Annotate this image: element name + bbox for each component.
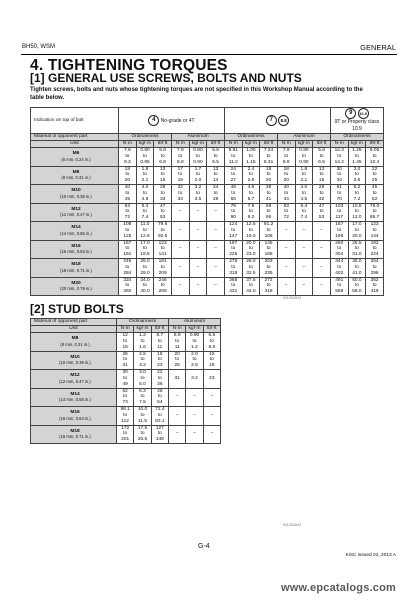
torque-value-cell: 192 to 224 <box>366 240 384 259</box>
torque-table-stud <box>30 318 221 444</box>
torque-value-cell: 25 to 31 <box>117 351 134 370</box>
g9-ordinariness-header: Ordinariness <box>330 134 383 141</box>
torque-value-cell: 18 to 23 <box>151 351 168 370</box>
torque-value-cell: 98.1 to 112 <box>117 407 134 426</box>
torque-value-cell: 30 to 34 <box>330 166 348 185</box>
bolt-size: M6 <box>72 151 80 157</box>
torque-value-cell: 31 <box>169 370 186 389</box>
torque-value-cell: 3.2 <box>186 370 203 389</box>
torque-value-cell: – <box>203 388 220 407</box>
torque-value-cell: 10.0 to 11.5 <box>134 407 151 426</box>
bolt-dimension: (6 mm, 0.24 in.) <box>61 156 91 162</box>
torque-value-cell: 37.5 to 44.0 <box>242 277 260 296</box>
grade-9-text: 9T or Property class 10.9 <box>334 119 380 132</box>
torque-value-cell: 127 to 148 <box>151 425 168 444</box>
bolt-size-cell <box>31 425 117 444</box>
bolt-dimension: (18 mm, 0.71 in.) <box>59 434 91 440</box>
torque-value-cell: 13 to 15 <box>313 166 331 185</box>
torque-value-cell: 334 to 392 <box>119 277 137 296</box>
bolt-dimension: (14 mm, 0.55 in.) <box>60 230 92 236</box>
torque-value-cell: 1.8 to 2.1 <box>295 166 313 185</box>
table-row <box>31 370 221 389</box>
unit-header-cell: N·m <box>171 141 189 148</box>
bolt-dimension: (14 mm, 0.55 in.) <box>59 397 91 403</box>
torque-value-cell: 32 to 34 <box>171 185 189 204</box>
torque-value-cell: 28.0 to 32.5 <box>242 259 260 278</box>
bolt-size: M10 <box>70 354 80 360</box>
bolt-size-cell <box>31 370 117 389</box>
bolt-size-cell <box>31 407 117 426</box>
unit-header-cell: kgf·m <box>295 141 313 148</box>
torque-value-cell: 344 to 402 <box>330 259 348 278</box>
torque-value-cell: – <box>277 240 295 259</box>
torque-value-cell: 78 to 90 <box>224 203 242 222</box>
bolt-dimension: (16 mm, 0.63 in.) <box>60 249 92 255</box>
torque-value-cell: 63 to 72 <box>119 203 137 222</box>
bolt-dimension: (18 mm, 0.71 in.) <box>60 267 92 273</box>
torque-value-cell: 1.25 to 1.45 <box>348 148 366 167</box>
table-row <box>31 388 221 407</box>
torque-value-cell: 18 to 20 <box>277 166 295 185</box>
figure-code-2: W1034542 <box>283 523 302 527</box>
page-number: G-4 <box>198 543 210 550</box>
bolt-size: M8 <box>72 169 80 175</box>
torque-value-cell: – <box>186 388 203 407</box>
torque-value-cell: 47 to 53 <box>154 203 172 222</box>
torque-value-cell: 26.5 to 31.0 <box>348 240 366 259</box>
bolt-size: M18 <box>71 262 81 268</box>
torque-value-cell: 6.2 to 7.2 <box>348 185 366 204</box>
g4-ordinariness-header: Ordinariness <box>119 134 172 141</box>
torque-value-cell: 362 to 419 <box>366 277 384 296</box>
table-row <box>31 351 221 370</box>
torque-value-cell: – <box>169 388 186 407</box>
indication-grade-9 <box>330 108 383 134</box>
torque-value-cell: 46 to 54 <box>151 388 168 407</box>
unit-header-cell: N·m <box>330 141 348 148</box>
torque-value-cell: 22 to 36 <box>151 370 168 389</box>
bolt-size-cell <box>31 333 117 352</box>
unit-header-cell: N·m <box>224 141 242 148</box>
header-model: BH50, WSM <box>22 44 56 50</box>
torque-value-cell: 181 to 209 <box>154 259 172 278</box>
bolt-dimension: (8 mm, 0.31 in.) <box>61 175 91 181</box>
torque-value-cell: 7.9 to 9.3 <box>119 148 137 167</box>
g7-ordinariness-header: Ordinariness <box>224 134 277 141</box>
bolt-size: M14 <box>70 391 80 397</box>
torque-value-cell: 1.8 to 2.1 <box>136 166 154 185</box>
torque-value-cell: 7.24 to 8.31 <box>260 148 278 167</box>
torque-value-cell: 40 to 44 <box>277 185 295 204</box>
torque-value-cell: 2.0 to 2.6 <box>186 351 203 370</box>
torque-value-cell: – <box>189 277 207 296</box>
torque-value-cell: 123 to 144 <box>366 222 384 241</box>
bolt-dimension: (8 mm, 0.31 in.) <box>60 341 90 347</box>
material-label: Material of opponent part <box>31 134 119 141</box>
torque-value-cell: 48 to 55 <box>224 185 242 204</box>
torque-value-cell: – <box>277 259 295 278</box>
bolt-dimension: (12 mm, 0.47 in.) <box>59 378 91 384</box>
torque-value-cell: 1.2 to 1.6 <box>134 333 151 352</box>
unit-header-cell: lbf·ft <box>207 141 225 148</box>
indication-grade-4 <box>119 108 225 134</box>
torque-value-cell: 272 to 318 <box>260 277 278 296</box>
torque-value-cell: 79.6 to 92.5 <box>154 222 172 241</box>
torque-value-cell: – <box>295 277 313 296</box>
table-row <box>31 185 384 204</box>
torque-value-cell: 6.4 to 7.4 <box>295 203 313 222</box>
unit-label: Unit <box>31 141 119 148</box>
grade-88-mark-icon: 8.8 <box>278 115 289 126</box>
header-section: GENERAL <box>360 43 396 52</box>
torque-value-cell: 91.2 to 108 <box>260 222 278 241</box>
figure-code-1: W1034542 <box>283 296 302 300</box>
torque-value-cell: 4.0 to 4.6 <box>136 185 154 204</box>
torque-value-cell: 275 to 318 <box>224 259 242 278</box>
torque-value-cell: 58 to 66 <box>260 203 278 222</box>
unit-header-cell: lbf·ft <box>154 141 172 148</box>
bolt-size-cell <box>31 240 119 259</box>
torque-value-cell: 8.7 to 11 <box>151 333 168 352</box>
torque-value-cell: 167 to 196 <box>330 222 348 241</box>
bolt-size-cell <box>31 388 117 407</box>
torque-value-cell: 13 to 15 <box>154 166 172 185</box>
bolt-dimension: (16 mm, 0.63 in.) <box>59 415 91 421</box>
torque-value-cell: 47 to 53 <box>313 203 331 222</box>
torque-value-cell: 24 to 25 <box>207 185 225 204</box>
torque-value-cell: 30 to 49 <box>117 370 134 389</box>
torque-value-cell: 5.8 to 6.8 <box>154 148 172 167</box>
torque-value-cell: 7.9 to 8.8 <box>277 148 295 167</box>
torque-value-cell: 1.7 to 2.0 <box>189 166 207 185</box>
torque-value-cell: 368 to 431 <box>224 277 242 296</box>
torque-value-cell: – <box>171 240 189 259</box>
table-row <box>31 277 384 296</box>
torque-value-cell: – <box>295 222 313 241</box>
torque-value-cell: 24 to 27 <box>224 166 242 185</box>
torque-value-cell: 6.5 to 8.6 <box>203 333 220 352</box>
torque-value-cell: – <box>313 240 331 259</box>
subsection-title-stud: [2] STUD BOLTS <box>30 302 124 316</box>
torque-value-cell: 5.8 to 6.5 <box>313 148 331 167</box>
unit-header-cell: lbf·ft <box>313 141 331 148</box>
torque-value-cell: 1.00 to 1.15 <box>242 148 260 167</box>
torque-value-cell: 7.9 to 8.8 <box>171 148 189 167</box>
torque-value-cell: – <box>186 407 203 426</box>
bolt-size: M12 <box>71 206 81 212</box>
intro-text: Tighten screws, bolts and nuts whose tightening torques are not specified in this Workshop Manual according to the table below. <box>30 87 363 101</box>
indication-label: Indication on top of bolt <box>31 108 119 134</box>
torque-value-cell: – <box>171 277 189 296</box>
bolt-size-cell <box>31 148 119 167</box>
torque-value-cell: 0.90 to 1.2 <box>186 333 203 352</box>
torque-value-cell: – <box>189 240 207 259</box>
torque-value-cell: – <box>207 203 225 222</box>
unit-header-cell: N·m <box>277 141 295 148</box>
torque-value-cell: 6.3 to 7.5 <box>134 388 151 407</box>
torque-value-cell: 172 to 201 <box>117 425 134 444</box>
torque-value-cell: 167 to 191 <box>119 240 137 259</box>
torque-value-cell: 63 to 72 <box>277 203 295 222</box>
torque-value-cell: 2.5 to 3.2 <box>134 351 151 370</box>
bolt-dimension: (10 mm, 0.39 in.) <box>60 193 92 199</box>
torque-value-cell: 12.6 to 15.0 <box>242 222 260 241</box>
bolt-dimension: (20 mm, 0.79 in.) <box>60 286 92 292</box>
unit-header-cell: kgf·m <box>186 326 203 333</box>
bolt-size: M16 <box>70 410 80 416</box>
torque-value-cell: 35.0 to 41.0 <box>348 259 366 278</box>
torque-value-cell: 0.80 to 0.95 <box>136 148 154 167</box>
torque-value-cell: 3.2 to 3.5 <box>189 185 207 204</box>
table-row <box>31 203 384 222</box>
stud-aluminum-header: Aluminum <box>169 319 221 326</box>
torque-value-cell: 17 to 19 <box>171 166 189 185</box>
table-row <box>31 259 384 278</box>
torque-value-cell: 18 to 20 <box>260 166 278 185</box>
torque-value-cell: 12 to 15 <box>117 333 134 352</box>
torque-value-cell: 491 to 568 <box>330 277 348 296</box>
watermark-url: www.epcatalogs.com <box>280 582 396 594</box>
torque-value-cell: 8.9 to 11 <box>169 333 186 352</box>
torque-value-cell: – <box>169 407 186 426</box>
torque-value-cell: 76.0 to 86.7 <box>366 203 384 222</box>
torque-value-cell: 124 to 147 <box>224 222 242 241</box>
unit-header-cell: lbf·ft <box>151 326 168 333</box>
grade-4-text: No-grade or 4T <box>160 117 195 124</box>
torque-value-cell: 72.4 to 83.1 <box>151 407 168 426</box>
unit-header-cell: kgf·m <box>136 141 154 148</box>
bolt-size: M16 <box>71 243 81 249</box>
torque-value-cell: 61 to 70 <box>330 185 348 204</box>
torque-value-cell: 2.4 to 2.8 <box>242 166 260 185</box>
torque-value-cell: 0.80 to 0.90 <box>295 148 313 167</box>
grade-7-mark-icon: 7 <box>266 115 277 126</box>
torque-value-cell: – <box>169 425 186 444</box>
table-row <box>31 407 221 426</box>
torque-value-cell: 254 to 296 <box>366 259 384 278</box>
stud-material-label: Material of opponent part <box>31 319 117 326</box>
torque-value-cell: 22 to 25 <box>366 166 384 185</box>
unit-header-cell: N·m <box>119 141 137 148</box>
torque-value-cell: 50.0 to 58.0 <box>348 277 366 296</box>
torque-value-cell: 10.5 to 12.0 <box>348 203 366 222</box>
torque-value-cell: – <box>189 222 207 241</box>
torque-table-general <box>30 107 384 296</box>
torque-value-cell: 20 to 25 <box>169 351 186 370</box>
bolt-size-cell <box>31 259 119 278</box>
torque-value-cell: 108 to 125 <box>119 222 137 241</box>
unit-header-cell: kgf·m <box>242 141 260 148</box>
torque-value-cell: 5.8 to 6.5 <box>207 148 225 167</box>
stud-ordinariness-header: Ordinariness <box>117 319 169 326</box>
table-row <box>31 222 384 241</box>
stud-unit-label: Unit <box>31 326 117 333</box>
torque-value-cell: – <box>207 240 225 259</box>
torque-value-cell: 11.0 to 12.8 <box>136 222 154 241</box>
torque-value-cell: 0.80 to 0.90 <box>189 148 207 167</box>
unit-header-cell: N·m <box>117 326 134 333</box>
table-row <box>31 333 221 352</box>
torque-value-cell: 17.0 to 20.0 <box>348 222 366 241</box>
torque-value-cell: 15 to 18 <box>203 351 220 370</box>
torque-value-cell: 246 to 289 <box>154 277 172 296</box>
unit-header-cell: kgf·m <box>189 141 207 148</box>
torque-value-cell: 20.0 to 23.0 <box>242 240 260 259</box>
subsection-title-general: [1] GENERAL USE SCREWS, BOLTS AND NUTS <box>30 71 302 85</box>
torque-value-cell: – <box>189 259 207 278</box>
bolt-size: M18 <box>70 428 80 434</box>
bolt-size-cell <box>31 203 119 222</box>
torque-value-cell: – <box>207 277 225 296</box>
torque-value-cell: – <box>295 259 313 278</box>
table-row <box>31 240 384 259</box>
torque-value-cell: – <box>186 425 203 444</box>
torque-value-cell: 7.9 to 9.2 <box>242 203 260 222</box>
torque-value-cell: 29 to 32 <box>313 185 331 204</box>
table-row <box>31 166 384 185</box>
torque-value-cell: 36 to 41 <box>260 185 278 204</box>
torque-value-cell: – <box>189 203 207 222</box>
torque-value-cell: – <box>171 203 189 222</box>
torque-value-cell: – <box>171 259 189 278</box>
torque-value-cell: 4.9 to 5.7 <box>242 185 260 204</box>
unit-header-cell: kgf·m <box>348 141 366 148</box>
torque-value-cell: 197 to 225 <box>224 240 242 259</box>
torque-value-cell: 17.0 to 19.5 <box>136 240 154 259</box>
torque-value-cell: – <box>207 259 225 278</box>
bolt-size-cell <box>31 166 119 185</box>
bolt-size: M20 <box>71 280 81 286</box>
g7-aluminum-header: Aluminum <box>277 134 330 141</box>
torque-value-cell: 13 to 14 <box>207 166 225 185</box>
unit-header-cell: lbf·ft <box>203 326 220 333</box>
torque-value-cell: 9.05 to 10.4 <box>366 148 384 167</box>
issue-note: KiSC issued 02, 2013 A <box>345 553 396 558</box>
torque-value-cell: – <box>313 222 331 241</box>
bolt-size-cell <box>31 351 117 370</box>
bolt-size: M10 <box>71 188 81 194</box>
unit-header-cell: lbf·ft <box>366 141 384 148</box>
bolt-size-cell <box>31 222 119 241</box>
indication-grade-7 <box>224 108 330 134</box>
unit-header-cell: kgf·m <box>134 326 151 333</box>
bolt-size: M8 <box>71 336 79 342</box>
torque-value-cell: 145 to 166 <box>260 240 278 259</box>
torque-value-cell: 6.4 to 7.4 <box>136 203 154 222</box>
bolt-size-cell <box>31 185 119 204</box>
table-row <box>31 148 384 167</box>
torque-value-cell: 9.81 to 11.2 <box>224 148 242 167</box>
torque-value-cell: – <box>203 425 220 444</box>
unit-header-cell: lbf·ft <box>260 141 278 148</box>
torque-value-cell: – <box>171 222 189 241</box>
torque-value-cell: 260 to 304 <box>330 240 348 259</box>
torque-value-cell: 34.0 to 40.0 <box>136 277 154 296</box>
table-row <box>31 425 221 444</box>
section-title: 4. TIGHTENING TORQUES <box>30 57 228 74</box>
bolt-dimension: (10 mm, 0.39 in.) <box>59 360 91 366</box>
torque-value-cell: 62 to 73 <box>117 388 134 407</box>
torque-value-cell: 203 to 235 <box>260 259 278 278</box>
torque-value-cell: 40 to 45 <box>119 185 137 204</box>
torque-value-cell: 3.0 to 3.5 <box>348 166 366 185</box>
bolt-size: M12 <box>70 373 80 379</box>
header-rule <box>21 54 397 55</box>
unit-header-cell: N·m <box>169 326 186 333</box>
torque-value-cell: 17.5 to 20.5 <box>134 425 151 444</box>
grade-109-mark-icon: 10.9 <box>358 108 369 119</box>
torque-value-cell: 12.3 to 14.2 <box>330 148 348 167</box>
torque-value-cell: 103 to 117 <box>330 203 348 222</box>
torque-value-cell: – <box>313 259 331 278</box>
torque-value-cell: – <box>277 222 295 241</box>
torque-value-cell: – <box>207 222 225 241</box>
bolt-size-cell <box>31 277 119 296</box>
torque-value-cell: 4.0 to 4.5 <box>295 185 313 204</box>
bolt-dimension: (12 mm, 0.47 in.) <box>60 212 92 218</box>
torque-value-cell: – <box>203 407 220 426</box>
torque-value-cell: 23 <box>203 370 220 389</box>
torque-value-cell: 3.0 to 5.0 <box>134 370 151 389</box>
bolt-size: M14 <box>71 225 81 231</box>
grade-4-mark-icon: 4 <box>148 115 159 126</box>
torque-value-cell: 29 to 33 <box>154 185 172 204</box>
torque-value-cell: – <box>277 277 295 296</box>
torque-value-cell: 45 to 52 <box>366 185 384 204</box>
torque-value-cell: – <box>313 277 331 296</box>
grade-9-mark-icon: 9 <box>345 108 356 119</box>
torque-value-cell: 18 to 20 <box>119 166 137 185</box>
g4-aluminum-header: Aluminum <box>171 134 224 141</box>
torque-value-cell: 123 to 141 <box>154 240 172 259</box>
torque-value-cell: 246 to 284 <box>119 259 137 278</box>
torque-value-cell: – <box>295 240 313 259</box>
torque-value-cell: 25.0 to 29.0 <box>136 259 154 278</box>
